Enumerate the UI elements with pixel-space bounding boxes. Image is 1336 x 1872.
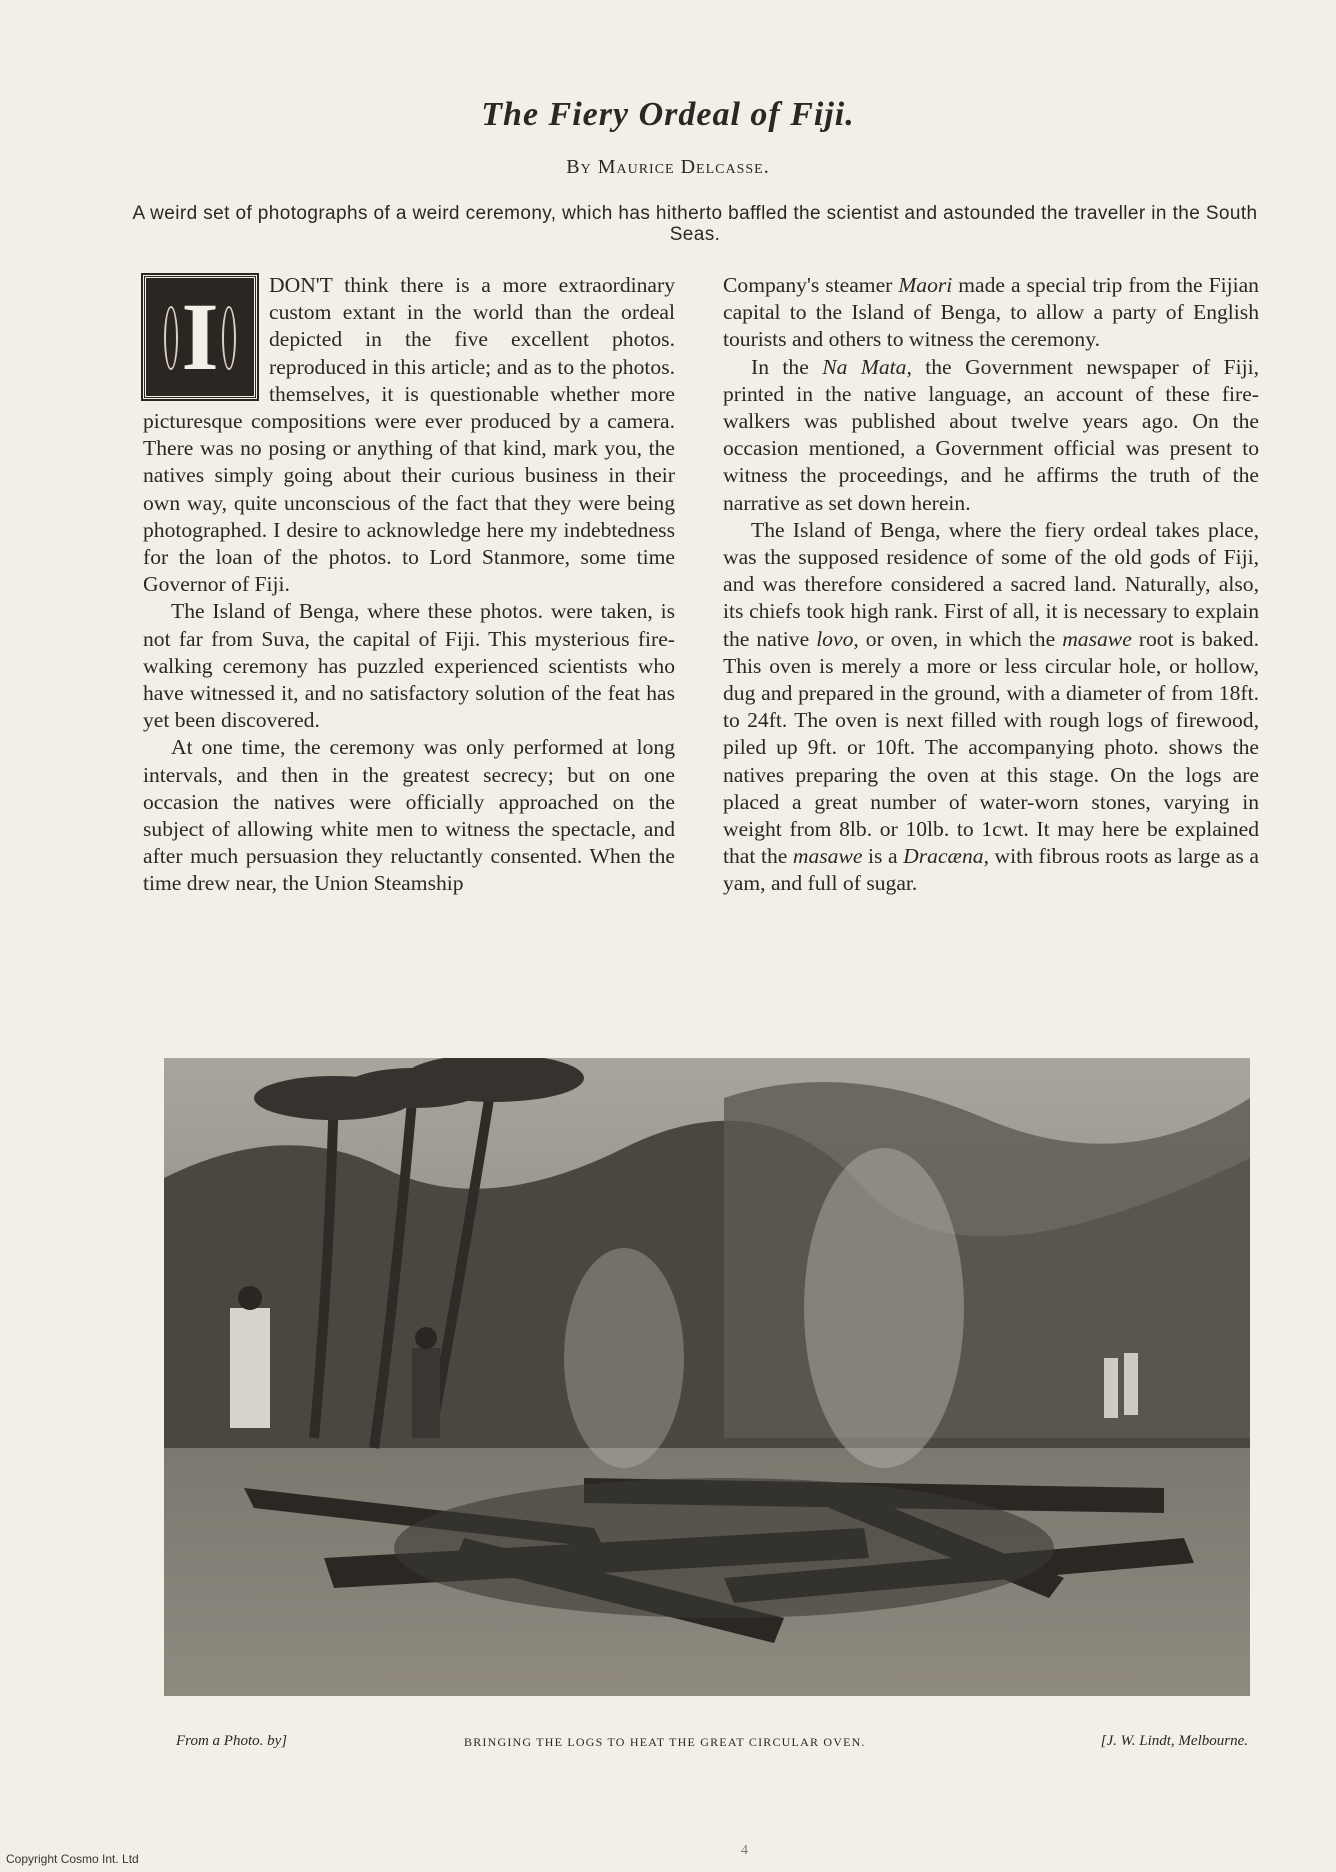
text-run: The Island of Benga, where the fiery ordeal takes place, was the supposed residence of some of the old gods of Fiji, and was therefore considered a sacred land. Naturally, also, its chiefs took high rank. First of all, it is necessary to explain the native [723,517,1259,651]
text-run: , the Government newspaper of Fiji, printed in the native language, an account of these fire-walkers was published about twelve years ago. On the occasion mentioned, a Government official was present to witness the proceedings, and he affirms the truth of the narrative as set down herein. [723,354,1259,515]
page-number: 4 [741,1843,748,1858]
italic-term: Dracæna [903,844,984,869]
italic-term: masawe [1062,626,1132,651]
smoke [804,1148,964,1468]
right-column [723,272,1259,898]
byline: By Maurice Delcasse. [566,156,770,178]
article-subtitle: A weird set of photographs of a weird ceremony, which has hitherto baffled the scientist and astounded the traveller in the South Seas. [132,203,1258,245]
caption-credit-prefix: From a Photo. by] [176,1733,288,1749]
photo-caption [176,1733,1248,1755]
text-run: In the [751,354,823,379]
paragraph-text: DON'T think there is a more extraordinary custom extant in the world than the ordeal depicted in the five excellent photos. reproduced in this article; and as to the photos. themselves, it is questionable whether more picturesque compositions were ever produced by a camera. There was no posing or anything of that kind, mark you, the natives simply going about their curious business in their own way, quite unconscious of the fact that they were being photographed. I desire to acknowledge here my indebtedness for the loan of the photos. to Lord Stanmore, some time Governor of Fiji. [143,273,675,597]
paragraph [723,354,1259,517]
caption-photographer: [J. W. Lindt, Melbourne. [1100,1733,1248,1749]
copyright-notice: Copyright Cosmo Int. Ltd [6,1852,139,1866]
dropcap-ornament [143,275,257,399]
text-run: , with fibrous roots as large as a yam, and full of sugar. [723,844,1259,896]
italic-term: lovo [816,626,854,651]
paragraph [723,272,1259,354]
italic-term: masawe [792,844,863,869]
paragraph [143,272,675,598]
newspaper-name: Na Mata [822,354,907,379]
text-run: made a special trip from the Fijian capital to the Island of Benga, to allow a party of English tourists and others to witness the ceremony. [723,273,1259,352]
photo-illustration [164,1058,1250,1696]
paragraph: The Island of Benga, where these photos. were taken, is not far from Suva, the capital of Fiji. This mysterious fire-walking ceremony has puzzled experienced scientists who have witnessed it, and no satisfactory solution of the feat has yet been discovered. [143,599,675,733]
ceremony-photo [164,1058,1250,1696]
caption-title: BRINGING THE LOGS TO HEAT THE GREAT CIRCULAR OVEN. [464,1735,866,1749]
text-run: root is baked. This oven is merely a more or less circular hole, or hollow, dug and prepared in the ground, with a diameter of from 18ft. to 24ft. The oven is next filled with rough logs of firewood, piled up 9ft. or 10ft. The accompanying photo. shows the natives preparing the oven at this stage. On the logs are placed a great number of water-worn stones, varying in weight from 8lb. or 10lb. to 1cwt. It may here be explained that the [723,626,1259,869]
paragraph [723,517,1259,898]
left-column [143,272,675,898]
article-title: The Fiery Ordeal of Fiji. [481,96,855,133]
text-run: Company's steamer [723,273,899,297]
ship-name: Maori [898,273,953,297]
text-run: , or oven, in which the [853,626,1063,651]
paragraph: At one time, the ceremony was only performed at long intervals, and then in the greatest secrecy; but on one occasion the natives were officially approached on the subject of allowing white men to witness the spectacle, and after much persuasion they reluctantly consented. When the time drew near, the Union Steamship [143,735,675,896]
text-run: is a [862,844,904,869]
dropcap-letter: I [181,283,219,390]
